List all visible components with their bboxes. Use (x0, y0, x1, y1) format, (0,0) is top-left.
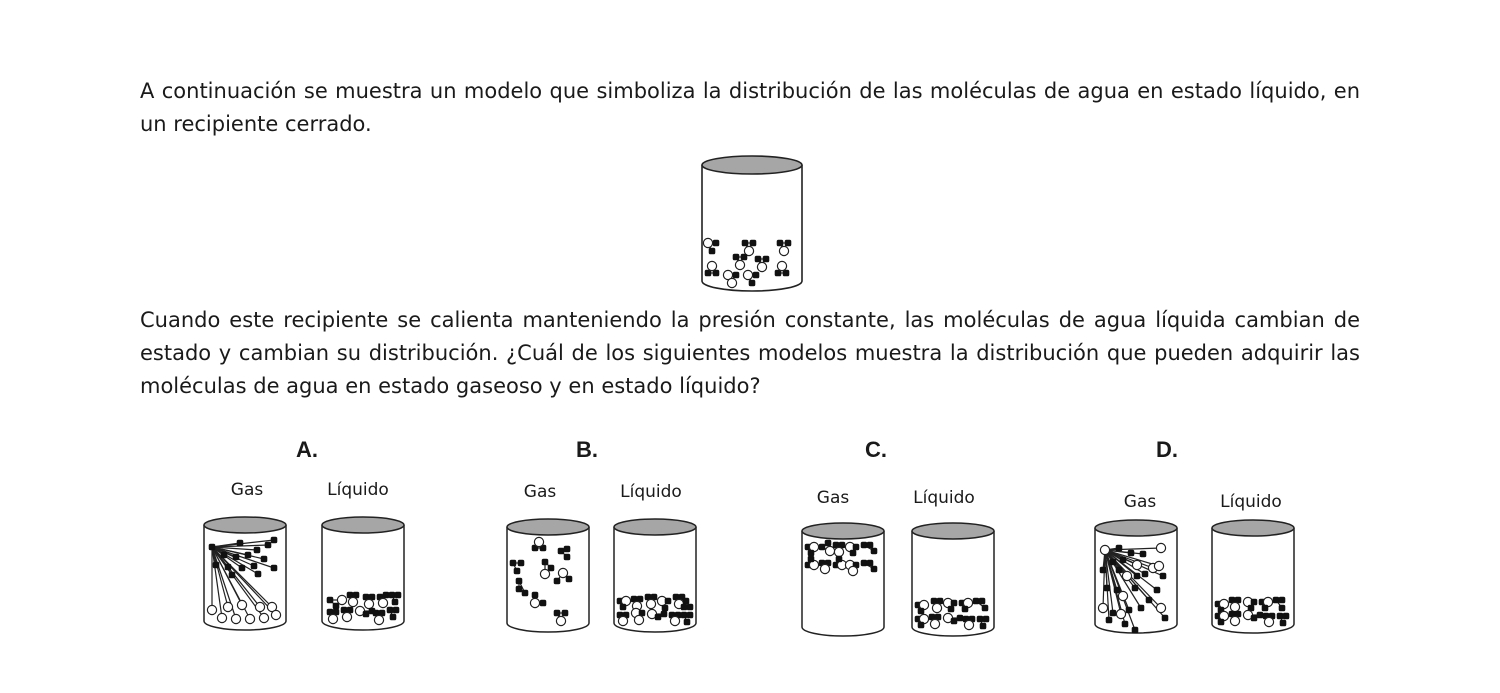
filled-atom (1138, 605, 1145, 612)
open-atom (231, 614, 240, 623)
filled-atom (333, 603, 340, 610)
filled-atom (709, 248, 716, 255)
open-atom (634, 615, 643, 624)
option-a-liquid-container[interactable] (320, 515, 406, 633)
filled-atom (255, 571, 262, 578)
filled-atom (861, 542, 868, 549)
open-atom (1116, 609, 1125, 618)
filled-atom (392, 599, 399, 606)
question-paragraph: Cuando este recipiente se calienta manteniendo la presión constante, las moléculas de agua líquida cambian de estado y cambian su distribución. ¿Cuál de los siguientes modelos muestra la distribución que pueden adquirir las moléculas de agua en estado gaseoso y en estado líquido? (140, 308, 1360, 398)
filled-atom (973, 598, 980, 605)
open-atom (223, 602, 232, 611)
filled-atom (867, 560, 874, 567)
open-atom (1156, 603, 1165, 612)
filled-atom (957, 615, 964, 622)
model-container (700, 155, 804, 295)
filled-atom (749, 280, 756, 287)
filled-atom (681, 604, 688, 611)
filled-atom (245, 552, 252, 559)
filled-atom (522, 590, 529, 597)
filled-atom (825, 540, 832, 547)
option-b-gas-label: Gas (523, 482, 557, 502)
filled-atom (977, 616, 984, 623)
filled-atom (1162, 615, 1169, 622)
option-c-liquid-container[interactable] (910, 521, 996, 639)
open-atom (834, 547, 843, 556)
open-atom (777, 261, 786, 270)
open-atom (727, 278, 736, 287)
open-atom (255, 602, 264, 611)
open-atom (779, 246, 788, 255)
water-molecule (669, 612, 682, 626)
filled-atom (548, 565, 555, 572)
filled-atom (383, 592, 390, 599)
filled-atom (983, 616, 990, 623)
option-c-gas-container[interactable] (800, 521, 886, 639)
filled-atom (1154, 587, 1161, 594)
filled-atom (1273, 597, 1280, 604)
open-atom (217, 613, 226, 622)
filled-atom (819, 544, 826, 551)
filled-atom (518, 560, 525, 567)
open-atom (703, 238, 712, 247)
water-molecule (819, 560, 832, 574)
filled-atom (239, 565, 246, 572)
filled-atom (755, 256, 762, 263)
filled-atom (948, 606, 955, 613)
option-c-liquid-label: Líquido (913, 488, 975, 508)
filled-atom (662, 605, 669, 612)
filled-atom (867, 542, 874, 549)
open-atom (530, 598, 539, 607)
filled-atom (836, 556, 843, 563)
filled-atom (510, 560, 517, 567)
filled-atom (1106, 617, 1113, 624)
filled-atom (1140, 551, 1147, 558)
filled-atom (620, 604, 627, 611)
filled-atom (213, 562, 220, 569)
filled-atom (982, 605, 989, 612)
filled-atom (532, 592, 539, 599)
filled-atom (979, 598, 986, 605)
filled-atom (271, 565, 278, 572)
open-atom (820, 564, 829, 573)
filled-atom (387, 607, 394, 614)
filled-atom (871, 548, 878, 555)
open-atom (964, 620, 973, 629)
filled-atom (221, 552, 228, 559)
option-c-gas-label: Gas (816, 488, 850, 508)
filled-atom (713, 240, 720, 247)
filled-atom (566, 576, 573, 583)
filled-atom (389, 592, 396, 599)
open-atom (378, 598, 387, 607)
filled-atom (1132, 585, 1139, 592)
open-atom (1118, 591, 1127, 600)
filled-atom (808, 556, 815, 563)
filled-atom (261, 556, 268, 563)
filled-atom (540, 600, 547, 607)
filled-atom (554, 610, 561, 617)
filled-atom (1262, 605, 1269, 612)
filled-atom (564, 546, 571, 553)
option-d-gas-label: Gas (1123, 492, 1157, 512)
open-atom (1100, 545, 1109, 554)
option-b-liquid-container[interactable] (612, 517, 698, 635)
open-atom (374, 615, 383, 624)
water-molecule (1263, 613, 1276, 627)
filled-atom (1257, 612, 1264, 619)
filled-atom (683, 598, 690, 605)
intro-paragraph: A continuación se muestra un modelo que simboliza la distribución de las moléculas de agua en estado líquido, en un recipiente cerrado. (140, 79, 1360, 136)
filled-atom (785, 240, 792, 247)
open-atom (707, 261, 716, 270)
filled-atom (393, 607, 400, 614)
filled-atom (861, 560, 868, 567)
option-d-liquid-container[interactable] (1210, 518, 1296, 636)
option-d-gas-container[interactable] (1093, 518, 1179, 636)
filled-atom (1110, 610, 1117, 617)
filled-atom (395, 592, 402, 599)
filled-atom (661, 611, 668, 618)
option-a-gas-container[interactable] (202, 515, 288, 633)
open-atom (337, 595, 346, 604)
open-atom (735, 260, 744, 269)
option-c-label[interactable]: C. (865, 437, 887, 462)
filled-atom (681, 612, 688, 619)
water-molecule (963, 616, 976, 630)
open-atom (1154, 561, 1163, 570)
open-atom (237, 600, 246, 609)
filled-atom (1132, 627, 1139, 634)
option-d-liquid-label: Líquido (1220, 492, 1282, 512)
filled-atom (1277, 613, 1284, 620)
filled-atom (951, 618, 958, 625)
open-atom (825, 546, 834, 555)
open-atom (1098, 603, 1107, 612)
filled-atom (1251, 615, 1258, 622)
filled-atom (1116, 545, 1123, 552)
filled-atom (1126, 607, 1133, 614)
filled-atom (1116, 567, 1123, 574)
open-atom (556, 616, 565, 625)
open-atom (932, 603, 941, 612)
open-atom (364, 599, 373, 608)
filled-atom (918, 622, 925, 629)
filled-atom (1142, 571, 1149, 578)
filled-atom (327, 597, 334, 604)
open-atom (743, 270, 752, 279)
filled-atom (687, 604, 694, 611)
filled-atom (753, 272, 760, 279)
filled-atom (655, 614, 662, 621)
filled-atom (1218, 619, 1225, 626)
filled-atom (742, 240, 749, 247)
filled-atom (687, 612, 694, 619)
filled-atom (853, 544, 860, 551)
filled-atom (1279, 605, 1286, 612)
filled-atom (1110, 559, 1117, 566)
open-atom (1156, 543, 1165, 552)
filled-atom (1122, 621, 1129, 628)
open-atom (259, 613, 268, 622)
filled-atom (1128, 550, 1135, 557)
filled-atom (209, 544, 216, 551)
open-atom (558, 568, 567, 577)
option-a-label[interactable]: A. (296, 437, 318, 462)
filled-atom (733, 254, 740, 261)
option-b-liquid-label: Líquido (620, 482, 682, 502)
filled-atom (564, 554, 571, 561)
filled-atom (1120, 557, 1127, 564)
option-d-label[interactable]: D. (1156, 437, 1178, 462)
filled-atom (665, 598, 672, 605)
open-atom (848, 566, 857, 575)
filled-atom (1146, 597, 1153, 604)
filled-atom (1279, 597, 1286, 604)
filled-atom (516, 586, 523, 593)
filled-atom (390, 614, 397, 621)
open-atom (757, 262, 766, 271)
water-molecule (617, 612, 630, 626)
filled-atom (229, 572, 236, 579)
filled-atom (1280, 620, 1287, 627)
filled-atom (225, 564, 232, 571)
open-atom (1122, 571, 1131, 580)
filled-atom (554, 578, 561, 585)
open-atom (1230, 602, 1239, 611)
filled-atom (1134, 573, 1141, 580)
open-atom (207, 605, 216, 614)
filled-atom (962, 606, 969, 613)
filled-atom (684, 619, 691, 626)
filled-atom (763, 256, 770, 263)
open-atom (540, 569, 549, 578)
filled-atom (516, 578, 523, 585)
open-atom (348, 597, 357, 606)
open-atom (342, 612, 351, 621)
filled-atom (1160, 573, 1167, 580)
filled-atom (1104, 585, 1111, 592)
option-b-label[interactable]: B. (576, 437, 598, 462)
filled-atom (237, 540, 244, 547)
filled-atom (980, 623, 987, 630)
filled-atom (254, 547, 261, 554)
filled-atom (808, 550, 815, 557)
filled-atom (251, 563, 258, 570)
option-a-liquid-label: Líquido (327, 480, 389, 500)
filled-atom (1114, 587, 1121, 594)
filled-atom (514, 568, 521, 575)
filled-atom (363, 611, 370, 618)
filled-atom (1251, 599, 1258, 606)
open-atom (930, 619, 939, 628)
filled-atom (733, 272, 740, 279)
filled-atom (558, 548, 565, 555)
option-a-gas-label: Gas (230, 480, 264, 500)
filled-atom (271, 537, 278, 544)
open-atom (646, 599, 655, 608)
filled-atom (850, 550, 857, 557)
open-atom (618, 616, 627, 625)
open-atom (534, 537, 543, 546)
option-b-gas-container[interactable] (505, 517, 591, 635)
filled-atom (918, 608, 925, 615)
filled-atom (562, 610, 569, 617)
filled-atom (542, 559, 549, 566)
filled-atom (1283, 613, 1290, 620)
open-atom (670, 616, 679, 625)
filled-atom (741, 254, 748, 261)
open-atom (1132, 560, 1141, 569)
open-atom (328, 614, 337, 623)
open-atom (271, 610, 280, 619)
filled-atom (951, 600, 958, 607)
filled-atom (1100, 567, 1107, 574)
filled-atom (750, 240, 757, 247)
open-atom (1230, 616, 1239, 625)
open-atom (245, 614, 254, 623)
open-atom (1264, 617, 1273, 626)
filled-atom (777, 240, 784, 247)
filled-atom (233, 554, 240, 561)
filled-atom (265, 542, 272, 549)
filled-atom (871, 566, 878, 573)
